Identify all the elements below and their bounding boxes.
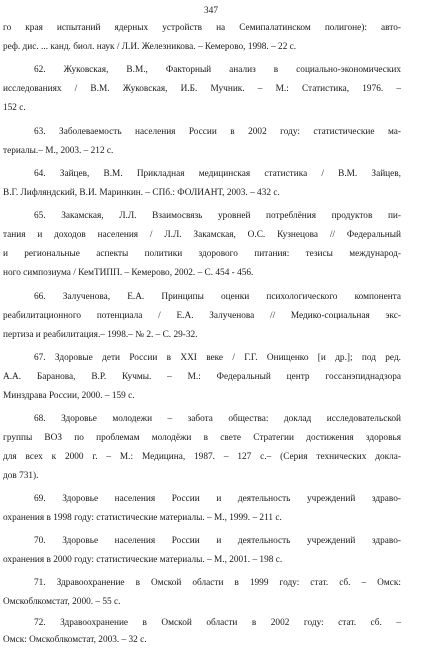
reference-66-line: реабилитационного потенциала / Е.А. Залученова // Медико-социальная экс- [3,311,401,321]
reference-69-line: охранения в 1998 году: статистические материалы. – М., 1999. – 211 с. [3,513,282,523]
reference-65-line: 65. Закамская, Л.Л. Взаимосвязь уровней потреблёния продуктов пи- [34,211,401,221]
reference-67-line: 67. Здоровые дети России в XXI веке / Г.Г. Онищенко [и др.]; под ред. [34,353,401,363]
reference-71-line: Омскоблкомстат, 2000. – 55 с. [3,597,121,607]
reference-64-line: 64. Зайцев, В.М. Прикладная медицинская статистика / В.М. Зайцев, [34,169,401,179]
reference-71-line: 71. Здравоохранение в Омской области в 1999 году: стат. сб. – Омск: [34,578,401,588]
page-number: 347 [203,6,219,16]
reference-64-line: В.Г. Лифляндский, В.И. Маринкин. – СПб.: ФОЛИАНТ, 2003. – 432 с. [3,188,280,198]
reference-65-line: тания и доходов населения / Л.Л. Закамская, О.С. Кузнецова // Федеральный [3,230,401,240]
text-line: реф. дис. ... канд. биол. наук / Л.И. Железникова. – Кемерово, 1998. – 22 с. [3,42,297,52]
reference-63-line: териалы.– М., 2003. – 212 с. [3,146,114,156]
reference-68-line: 68. Здоровье молодежи – забота общества: доклад исследовательской [34,414,401,424]
reference-66-line: пертиза и реабилитация.– 1998.– № 2. – С. 29-32. [3,330,198,340]
reference-62-line: 62. Жуковская, В.М., Факторный анализ в социально-экономических [34,65,401,75]
reference-66-line: 66. Залученова, Е.А. Принципы оценки психологического компонента [34,292,401,302]
reference-68-line: группы ВОЗ по проблемам молодёжи в свете Стратегии достижения здоровья [3,433,401,443]
reference-70-line: 70. Здоровье населения России и деятельность учреждений здраво- [34,536,401,546]
reference-62-line: 152 с. [3,103,26,113]
reference-67-line: А.А. Баранова, В.Р. Кучмы. – М.: Федеральный центр госсанэпиднадзора [3,372,401,382]
reference-65-line: ного симпозиума / КемТИПП. – Кемерово, 2002. – С. 454 - 456. [3,268,254,278]
reference-62-line: исследованиях / В.М. Жуковская, И.Б. Мучник. – М.: Статистика, 1976. – [3,84,401,94]
reference-69-line: 69. Здоровье населения России и деятельность учреждений здраво- [34,494,401,504]
reference-67-line: Минздрава России, 2000. – 159 с. [3,391,135,401]
reference-63-line: 63. Заболеваемость населения России в 2002 году: статистические ма- [34,127,401,137]
reference-65-line: и региональные аспекты политики здорового питания: тезисы международ- [3,249,401,259]
reference-72-line: 72. Здравоохранение в Омской области в 2002 году: стат. сб. – [34,618,401,628]
reference-72-line: Омск: Омскоблкомстат, 2003. – 32 с. [3,635,147,645]
text-line: го края испытаний ядерных устройств на Семипалатинском полигоне): авто- [3,23,401,33]
reference-68-line: дов 731). [3,471,39,481]
reference-70-line: охранения в 2000 году: статистические материалы. – М., 2001. – 198 с. [3,555,283,565]
reference-68-line: для всех к 2000 г. – М.: Медицина, 1987. – 127 с.– (Серия технических докла- [3,452,401,462]
